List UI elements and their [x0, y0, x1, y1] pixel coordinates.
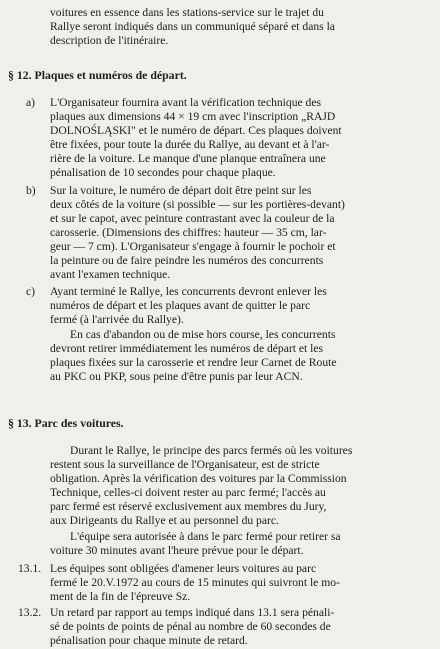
- text-line: sé de points de points de pénal au nombre de 60 secondes de: [50, 620, 331, 633]
- text-line: Les équipes sont obligées d'amener leurs voitures au parc: [50, 562, 317, 575]
- text-line: Technique, celles-ci doivent rester au parc fermé; l'accès au: [50, 486, 326, 499]
- text-line: Durant le Rallye, le principe des parcs fermés où les voitures: [70, 444, 353, 457]
- text-line: Ayant terminé le Rallye, les concurrents devront enlever les: [50, 285, 327, 298]
- text-line: aux Dirigeants du Rallye et au personnel du parc.: [50, 514, 279, 527]
- text-line: Un retard par rapport au temps indiqué dans 13.1 sera pénali-: [50, 606, 335, 619]
- text-line: rière de la voiture. Le manque d'une planque entraînera une: [50, 152, 326, 165]
- text-line: au PKC ou PKP, sous peine d'être punis par leur ACN.: [50, 370, 303, 383]
- text-line: fermé (à l'arrivée du Rallye).: [50, 313, 184, 326]
- text-line: En cas d'abandon ou de mise hors course, les concurrents: [70, 328, 336, 341]
- text-line: voitures en essence dans les stations-service sur le trajet du: [50, 6, 324, 19]
- text-line: obligation. Après la vérification des voitures par la Commission: [50, 472, 347, 485]
- text-line: numéros de départ et les plaques avant de quitter le parc: [50, 299, 311, 312]
- text-line: pénalisation de 10 secondes pour chaque plaque.: [50, 166, 276, 179]
- text-line: carosserie. (Dimensions des chiffres: hauteur — 35 cm, lar-: [50, 226, 327, 239]
- section-12-heading: § 12. Plaques et numéros de départ.: [8, 68, 187, 82]
- text-line: parc fermé est réservé exclusivement aux membres du Jury,: [50, 500, 327, 513]
- list-marker: a): [26, 96, 36, 109]
- text-line: ment de la fin de l'épreuve Sz.: [50, 590, 191, 603]
- text-line: avant l'examen technique.: [50, 268, 171, 281]
- text-line: description de l'itinéraire.: [50, 34, 169, 47]
- text-line: Sur la voiture, le numéro de départ doit être peint sur les: [50, 184, 312, 197]
- text-line: plaques fixées sur la carosserie et rendre leur Carnet de Route: [50, 356, 337, 369]
- text-line: devront retirer immédiatement les numéros de départ et les: [50, 342, 323, 355]
- text-line: deux côtés de la voiture (si possible — sur les portières-devant): [50, 198, 345, 211]
- text-line: plaques aux dimensions 44 × 19 cm avec l'inscription „RAJD: [50, 110, 336, 123]
- text-line: DOLNOŚLĄSKI" et le numéro de départ. Ces plaques doivent: [50, 124, 342, 137]
- list-marker: 13.1.: [18, 562, 42, 575]
- text-line: et sur le capot, avec peinture contrastant avec la couleur de la: [50, 212, 335, 225]
- text-line: pénalisation pour chaque minute de retard.: [50, 634, 248, 647]
- text-line: voiture 30 minutes avant l'heure prévue pour le départ.: [50, 544, 304, 557]
- text-line: L'Organisateur fournira avant la vérification technique des: [50, 96, 321, 109]
- text-line: Rallye seront indiqués dans un communiqué séparé et dans la: [50, 20, 335, 33]
- list-marker: 13.2.: [18, 606, 42, 619]
- text-line: L'équipe sera autorisée à dans le parc fermé pour retirer sa: [70, 530, 341, 543]
- text-line: la peinture ou de faire peindre les numéros des concurrents: [50, 254, 324, 267]
- text-line: geur — 7 cm). L'Organisateur s'engage à fournir le pochoir et: [50, 240, 336, 253]
- list-marker: b): [26, 184, 36, 197]
- section-13-heading: § 13. Parc des voitures.: [8, 416, 124, 430]
- text-line: fermé le 20.V.1972 au cours de 15 minutes qui suivront le mo-: [50, 576, 340, 589]
- text-line: être fixées, pour toute la durée du Rallye, au devant et à l'ar-: [50, 138, 330, 151]
- text-line: restent sous la surveillance de l'Organisateur, est de stricte: [50, 458, 320, 471]
- list-marker: c): [26, 285, 36, 298]
